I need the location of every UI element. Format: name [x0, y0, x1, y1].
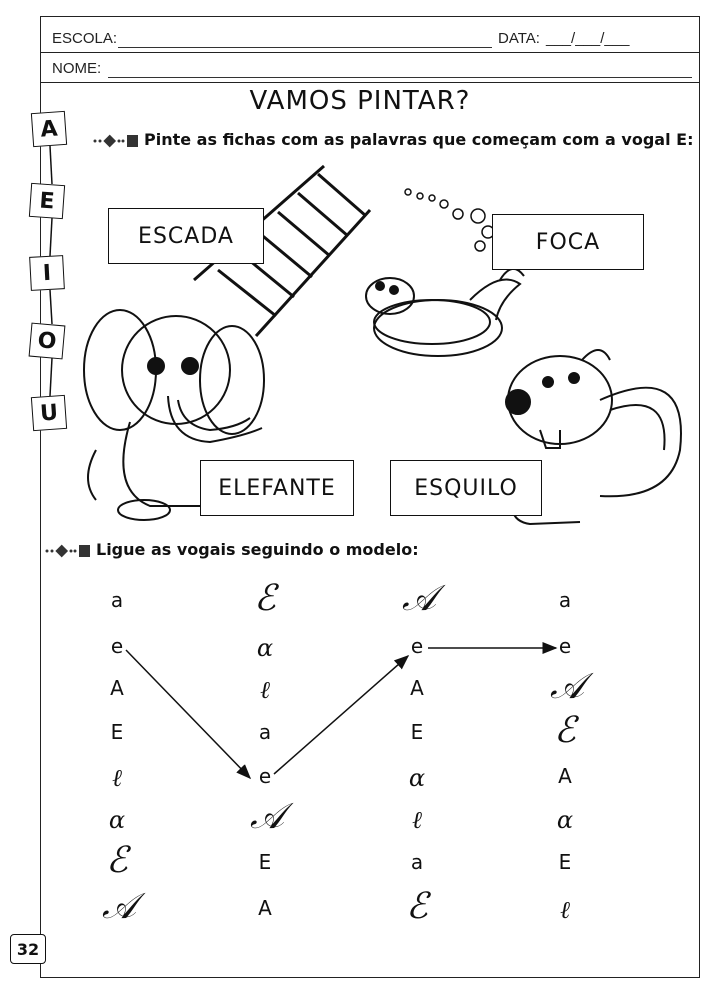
page-title: VAMOS PINTAR? [249, 86, 471, 116]
word-card-foca[interactable]: FOCA [492, 214, 644, 270]
letter-item[interactable]: α [108, 806, 126, 834]
school-field[interactable] [118, 46, 492, 48]
model-arrow-2 [274, 656, 408, 774]
letter-item[interactable]: α [556, 806, 574, 834]
letter-item[interactable]: 𝒜 [550, 666, 585, 707]
letter-item[interactable]: e [110, 634, 124, 658]
letter-item[interactable]: ℓ [560, 896, 570, 924]
vowel-card-a: A [31, 111, 67, 147]
word-card-escada[interactable]: ESCADA [108, 208, 264, 264]
letter-item[interactable]: α [408, 764, 426, 792]
vowel-card-o: O [29, 323, 66, 360]
letter-item[interactable]: a [110, 588, 124, 612]
header-divider [40, 82, 700, 83]
letter-item[interactable]: e [558, 634, 572, 658]
activity2-instruction [44, 540, 419, 559]
school-label: ESCOLA: [52, 30, 118, 47]
header-divider [40, 52, 700, 53]
letter-item[interactable]: 𝒜 [402, 578, 437, 619]
letter-item[interactable]: 𝒜 [102, 886, 137, 927]
letter-item[interactable]: ℓ [412, 806, 422, 834]
letter-item[interactable]: A [558, 764, 572, 788]
model-arrow-1 [126, 650, 250, 778]
letter-item[interactable]: ℰ [554, 710, 576, 751]
bubbles-icon [405, 189, 494, 251]
letter-item[interactable]: a [258, 720, 272, 744]
letter-item[interactable]: E [110, 720, 124, 744]
vowel-card-u: U [31, 395, 67, 431]
date-label: DATA: [498, 30, 540, 47]
name-label: NOME: [52, 60, 102, 77]
activity2-instruction-text: Ligue as vogais seguindo o modelo: [96, 540, 419, 559]
letter-item[interactable]: A [110, 676, 124, 700]
letter-item[interactable]: ℰ [106, 840, 128, 881]
letter-item[interactable]: e [258, 764, 272, 788]
letter-item[interactable]: ℓ [112, 764, 122, 792]
letter-item[interactable]: E [258, 850, 272, 874]
date-field[interactable]: ___/___/___ [546, 30, 630, 47]
word-card-elefante[interactable]: ELEFANTE [200, 460, 354, 516]
letter-item[interactable]: E [410, 720, 424, 744]
activity1-instruction [92, 130, 693, 149]
letter-item[interactable]: ℰ [406, 886, 428, 927]
model-arrows [0, 560, 720, 980]
letter-item[interactable]: A [258, 896, 272, 920]
activity1-instruction-text: Pinte as fichas com as palavras que começam com a vogal E: [144, 130, 694, 149]
page-number: 32 [10, 934, 46, 964]
word-card-esquilo[interactable]: ESQUILO [390, 460, 542, 516]
name-field[interactable] [108, 76, 692, 78]
bullet-arrow-icon [44, 544, 90, 558]
letter-item[interactable]: e [410, 634, 424, 658]
letter-item[interactable]: 𝒜 [250, 796, 285, 837]
letter-item[interactable]: A [410, 676, 424, 700]
letter-item[interactable]: α [256, 634, 274, 662]
letter-item[interactable]: ℰ [254, 578, 276, 619]
vowel-card-i: I [29, 255, 65, 291]
letter-item[interactable]: a [410, 850, 424, 874]
letter-item[interactable]: ℓ [260, 676, 270, 704]
vowel-card-e: E [29, 183, 65, 219]
seal-icon [366, 269, 524, 356]
bullet-arrow-icon [92, 134, 138, 148]
letter-item[interactable]: E [558, 850, 572, 874]
letter-item[interactable]: a [558, 588, 572, 612]
